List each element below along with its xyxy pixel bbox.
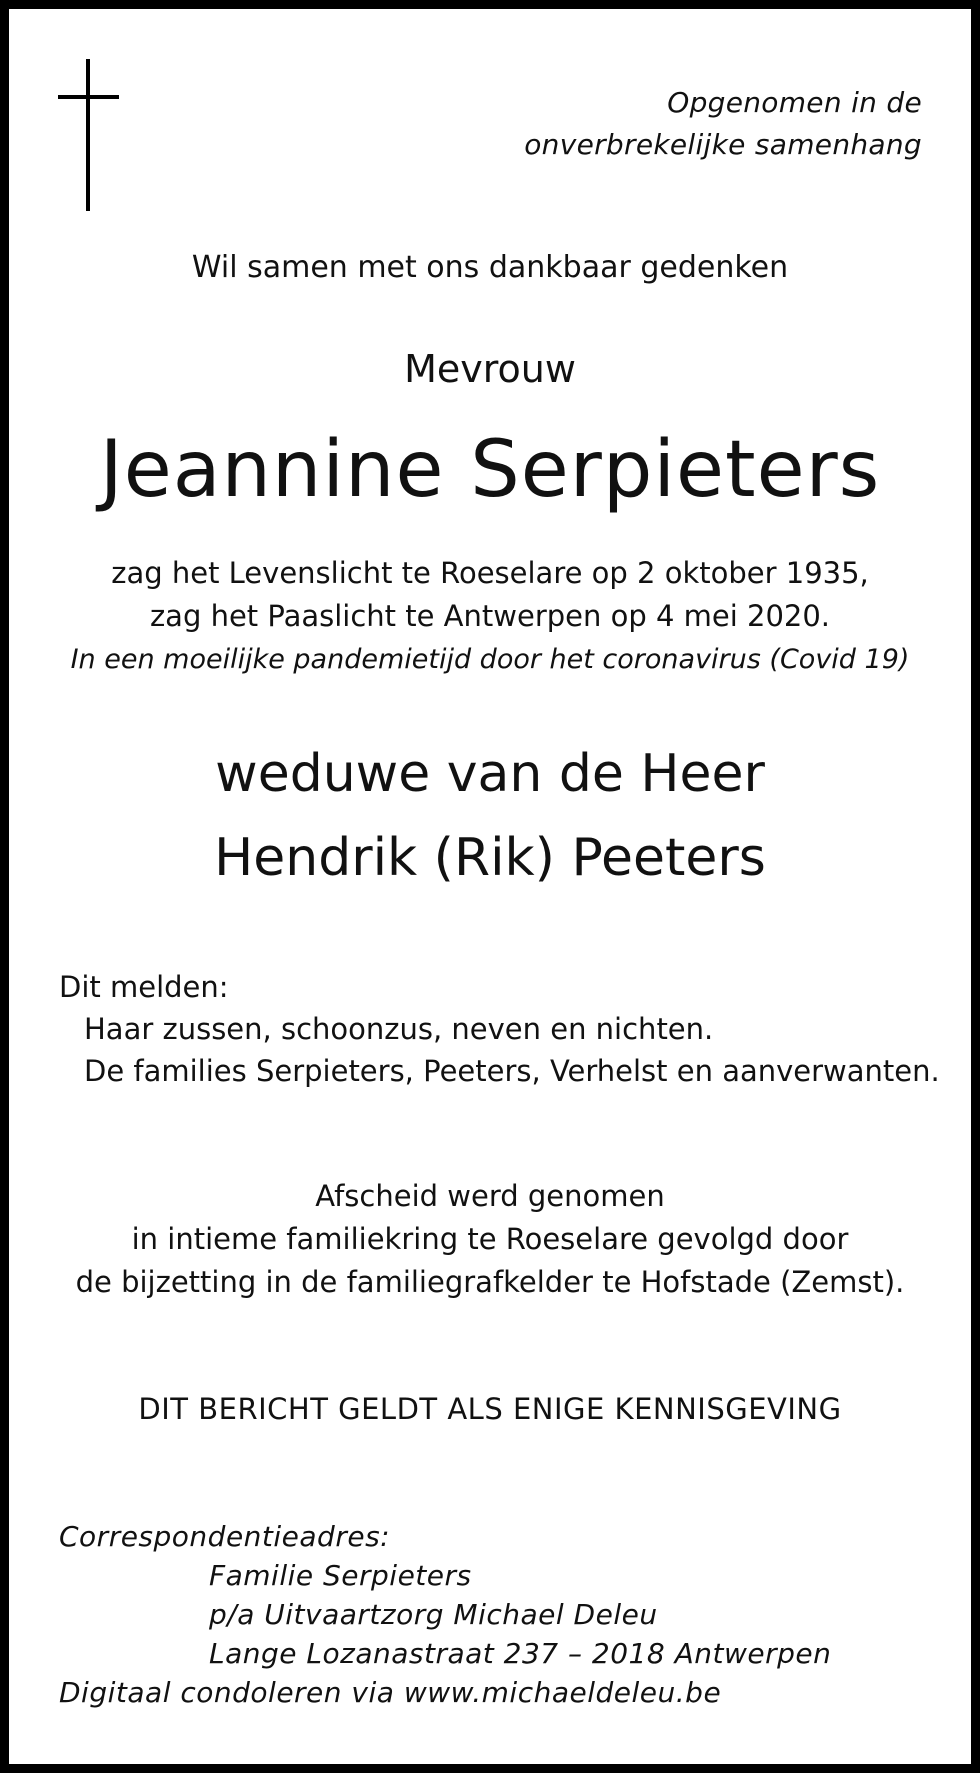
- announcement: [59, 966, 940, 1092]
- spouse-block: [0, 732, 980, 900]
- life-dates: [0, 552, 980, 681]
- spouse-line: weduwe van de Heer: [215, 744, 765, 804]
- honorific: Mevrouw: [404, 347, 576, 391]
- address-line: Lange Lozanastraat 237 – 2018 Antwerpen: [209, 1637, 832, 1670]
- farewell-block: [0, 1175, 980, 1304]
- motto: [524, 82, 922, 166]
- motto-line: Opgenomen in de: [667, 86, 922, 119]
- motto-line: onverbrekelijke samenhang: [524, 128, 922, 161]
- farewell-line: in intieme familiekring te Roeselare gevolgd door: [131, 1222, 849, 1256]
- spouse-name: Hendrik (Rik) Peeters: [214, 828, 766, 888]
- farewell-line: Afscheid werd genomen: [315, 1179, 665, 1213]
- correspondence-address: [59, 1517, 831, 1712]
- announcement-line: De families Serpieters, Peeters, Verhelst en aanverwanten.: [84, 1054, 940, 1088]
- address-line: Familie Serpieters: [209, 1559, 472, 1592]
- death-line: zag het Paaslicht te Antwerpen op 4 mei 2020.: [149, 599, 831, 633]
- condolence-link[interactable]: Digitaal condoleren via www.michaeldeleu.be: [59, 1676, 722, 1709]
- announcement-line: Haar zussen, schoonzus, neven en nichten.: [84, 1012, 714, 1046]
- address-line: p/a Uitvaartzorg Michael Deleu: [209, 1598, 658, 1631]
- deceased-name: Jeannine Serpieters: [99, 425, 881, 515]
- pandemic-note: In een moeilijke pandemietijd door het coronavirus (Covid 19): [70, 644, 910, 675]
- birth-line: zag het Levenslicht te Roeselare op 2 oktober 1935,: [111, 556, 869, 590]
- announcement-heading: Dit melden:: [59, 970, 229, 1004]
- cross-icon: [58, 59, 119, 211]
- intro-text: Wil samen met ons dankbaar gedenken: [191, 250, 789, 285]
- address-heading: Correspondentieadres:: [59, 1520, 391, 1553]
- notice-text: DIT BERICHT GELDT ALS ENIGE KENNISGEVING: [138, 1392, 842, 1426]
- farewell-line: de bijzetting in de familiegrafkelder te Hofstade (Zemst).: [75, 1265, 905, 1299]
